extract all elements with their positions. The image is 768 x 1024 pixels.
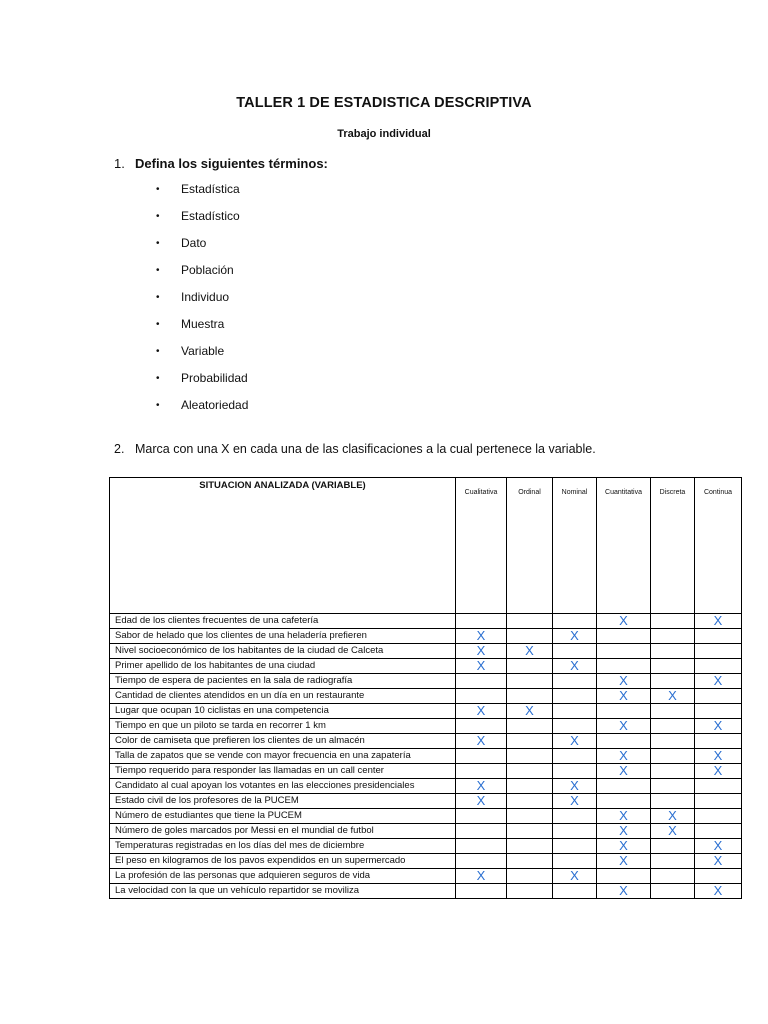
mark-cell: X (695, 719, 742, 734)
table-row (110, 824, 742, 839)
bullet-icon: • (156, 400, 160, 411)
mark-cell: X (456, 644, 507, 659)
page-subtitle: Trabajo individual (337, 128, 431, 140)
table-row (110, 869, 742, 884)
mark-cell (651, 764, 695, 779)
mark-cell (507, 854, 553, 869)
bullet-icon: • (156, 184, 160, 195)
mark-cell (507, 674, 553, 689)
mark-cell: X (553, 659, 597, 674)
table-row (110, 884, 742, 899)
mark-cell: X (553, 794, 597, 809)
mark-cell (507, 734, 553, 749)
term-item (156, 257, 248, 284)
mark-cell (456, 884, 507, 899)
situation-cell: Edad de los clientes frecuentes de una cafetería (110, 614, 456, 629)
term-label: Estadístico (181, 209, 240, 223)
mark-cell: X (456, 794, 507, 809)
mark-cell (507, 869, 553, 884)
mark-cell (651, 659, 695, 674)
table-row (110, 854, 742, 869)
bullet-icon: • (156, 292, 160, 303)
mark-cell (553, 854, 597, 869)
table-row (110, 614, 742, 629)
mark-cell: X (553, 779, 597, 794)
mark-cell: X (651, 824, 695, 839)
table-row (110, 809, 742, 824)
mark-cell (553, 614, 597, 629)
mark-cell (553, 764, 597, 779)
mark-cell (456, 749, 507, 764)
header-nominal: Nominal (553, 478, 597, 614)
mark-cell: X (553, 869, 597, 884)
mark-cell (456, 674, 507, 689)
mark-cell: X (597, 719, 651, 734)
situation-cell: Tiempo requerido para responder las llamadas en un call center (110, 764, 456, 779)
mark-cell: X (597, 884, 651, 899)
table-row (110, 689, 742, 704)
table-row (110, 764, 742, 779)
table-row (110, 644, 742, 659)
mark-cell (507, 779, 553, 794)
mark-cell (456, 854, 507, 869)
mark-cell (651, 734, 695, 749)
term-label: Aleatoriedad (181, 398, 249, 412)
mark-cell (651, 614, 695, 629)
mark-cell (651, 779, 695, 794)
term-label: Muestra (181, 317, 225, 331)
situation-cell: El peso en kilogramos de los pavos expendidos en un supermercado (110, 854, 456, 869)
table-row (110, 734, 742, 749)
mark-cell (553, 809, 597, 824)
mark-cell (695, 809, 742, 824)
mark-cell (695, 794, 742, 809)
mark-cell (507, 659, 553, 674)
mark-cell (651, 629, 695, 644)
situation-cell: Candidato al cual apoyan los votantes en las elecciones presidenciales (110, 779, 456, 794)
mark-cell: X (651, 809, 695, 824)
mark-cell: X (597, 749, 651, 764)
mark-cell (507, 614, 553, 629)
term-item (156, 365, 248, 392)
situation-cell: Tiempo de espera de pacientes en la sala de radiografía (110, 674, 456, 689)
mark-cell (507, 749, 553, 764)
situation-cell: Sabor de helado que los clientes de una heladería prefieren (110, 629, 456, 644)
table-row (110, 629, 742, 644)
table-header-row (110, 478, 742, 614)
situation-cell: Número de goles marcados por Messi en el mundial de futbol (110, 824, 456, 839)
mark-cell (507, 794, 553, 809)
situation-cell: Cantidad de clientes atendidos en un día en un restaurante (110, 689, 456, 704)
mark-cell (651, 854, 695, 869)
mark-cell: X (456, 734, 507, 749)
situation-cell: Primer apellido de los habitantes de una ciudad (110, 659, 456, 674)
mark-cell (553, 644, 597, 659)
term-item (156, 203, 248, 230)
mark-cell (553, 674, 597, 689)
bullet-icon: • (156, 238, 160, 249)
mark-cell (456, 824, 507, 839)
mark-cell: X (651, 689, 695, 704)
situation-cell: Estado civil de los profesores de la PUCEM (110, 794, 456, 809)
situation-cell: Temperaturas registradas en los días del mes de diciembre (110, 839, 456, 854)
mark-cell (507, 629, 553, 644)
mark-cell: X (695, 614, 742, 629)
mark-cell: X (456, 659, 507, 674)
term-label: Dato (181, 236, 207, 250)
mark-cell (597, 734, 651, 749)
mark-cell (507, 884, 553, 899)
mark-cell (695, 734, 742, 749)
bullet-icon: • (156, 265, 160, 276)
mark-cell: X (507, 644, 553, 659)
classification-table (109, 477, 742, 899)
mark-cell (553, 749, 597, 764)
mark-cell: X (597, 689, 651, 704)
mark-cell: X (597, 854, 651, 869)
mark-cell (597, 704, 651, 719)
question-1-number: 1. (114, 156, 125, 171)
term-item (156, 338, 248, 365)
term-item (156, 311, 248, 338)
mark-cell (456, 719, 507, 734)
table-body (110, 614, 742, 899)
situation-cell: Tiempo en que un piloto se tarda en recorrer 1 km (110, 719, 456, 734)
mark-cell (651, 749, 695, 764)
mark-cell (651, 704, 695, 719)
table-row (110, 704, 742, 719)
header-continua: Continua (695, 478, 742, 614)
mark-cell (651, 839, 695, 854)
bullet-icon: • (156, 211, 160, 222)
header-cualitativa: Cualitativa (456, 478, 507, 614)
situation-cell: Nivel socioeconómico de los habitantes de la ciudad de Calceta (110, 644, 456, 659)
mark-cell (507, 839, 553, 854)
table-row (110, 749, 742, 764)
mark-cell (651, 869, 695, 884)
mark-cell (597, 644, 651, 659)
situation-cell: Color de camiseta que prefieren los clientes de un almacén (110, 734, 456, 749)
mark-cell (695, 689, 742, 704)
question-2 (114, 442, 596, 456)
table-row (110, 659, 742, 674)
mark-cell: X (695, 884, 742, 899)
mark-cell (507, 689, 553, 704)
mark-cell (553, 884, 597, 899)
header-discreta: Discreta (651, 478, 695, 614)
header-ordinal: Ordinal (507, 478, 553, 614)
bullet-icon: • (156, 373, 160, 384)
table-row (110, 674, 742, 689)
term-item (156, 284, 248, 311)
question-2-text: Marca con una X en cada una de las clasificaciones a la cual pertenece la variable. (135, 442, 596, 456)
mark-cell: X (553, 734, 597, 749)
mark-cell (695, 644, 742, 659)
mark-cell (553, 704, 597, 719)
mark-cell: X (507, 704, 553, 719)
mark-cell: X (597, 674, 651, 689)
mark-cell (456, 764, 507, 779)
question-1-text: Defina los siguientes términos: (135, 156, 328, 171)
term-label: Variable (181, 344, 225, 358)
mark-cell (651, 674, 695, 689)
mark-cell (695, 779, 742, 794)
table-row (110, 794, 742, 809)
mark-cell (507, 764, 553, 779)
mark-cell (597, 794, 651, 809)
mark-cell: X (456, 629, 507, 644)
mark-cell (553, 824, 597, 839)
term-item (156, 176, 248, 203)
mark-cell: X (695, 674, 742, 689)
situation-cell: Número de estudiantes que tiene la PUCEM (110, 809, 456, 824)
situation-cell: Lugar que ocupan 10 ciclistas en una competencia (110, 704, 456, 719)
mark-cell (651, 719, 695, 734)
terms-list (156, 176, 248, 419)
mark-cell: X (597, 839, 651, 854)
mark-cell: X (695, 839, 742, 854)
term-label: Estadística (181, 182, 240, 196)
mark-cell: X (597, 809, 651, 824)
mark-cell: X (695, 854, 742, 869)
mark-cell (695, 824, 742, 839)
mark-cell (553, 719, 597, 734)
mark-cell (456, 614, 507, 629)
mark-cell (597, 629, 651, 644)
situation-cell: La profesión de las personas que adquieren seguros de vida (110, 869, 456, 884)
mark-cell (695, 704, 742, 719)
bullet-icon: • (156, 346, 160, 357)
mark-cell (695, 659, 742, 674)
mark-cell (695, 629, 742, 644)
term-label: Individuo (181, 290, 230, 304)
table-row (110, 779, 742, 794)
mark-cell: X (553, 629, 597, 644)
mark-cell (507, 809, 553, 824)
mark-cell (456, 809, 507, 824)
table-row (110, 719, 742, 734)
mark-cell: X (597, 824, 651, 839)
bullet-icon: • (156, 319, 160, 330)
table-row (110, 839, 742, 854)
term-item (156, 230, 248, 257)
header-situation: SITUACION ANALIZADA (VARIABLE) (110, 478, 456, 614)
mark-cell: X (456, 779, 507, 794)
mark-cell (507, 824, 553, 839)
mark-cell (553, 689, 597, 704)
mark-cell (507, 719, 553, 734)
mark-cell (651, 644, 695, 659)
header-cuantitativa: Cuantitativa (597, 478, 651, 614)
situation-cell: La velocidad con la que un vehículo repartidor se moviliza (110, 884, 456, 899)
mark-cell (597, 659, 651, 674)
mark-cell: X (456, 869, 507, 884)
mark-cell: X (456, 704, 507, 719)
mark-cell (651, 794, 695, 809)
mark-cell (597, 779, 651, 794)
term-item (156, 392, 248, 419)
situation-cell: Talla de zapatos que se vende con mayor frecuencia en una zapatería (110, 749, 456, 764)
question-1 (114, 156, 328, 171)
mark-cell: X (597, 614, 651, 629)
mark-cell: X (597, 764, 651, 779)
mark-cell (597, 869, 651, 884)
term-label: Probabilidad (181, 371, 248, 385)
mark-cell (553, 839, 597, 854)
mark-cell: X (695, 749, 742, 764)
mark-cell: X (695, 764, 742, 779)
page-title: TALLER 1 DE ESTADISTICA DESCRIPTIVA (236, 95, 532, 111)
question-2-number: 2. (114, 442, 125, 456)
term-label: Población (181, 263, 234, 277)
mark-cell (651, 884, 695, 899)
mark-cell (456, 839, 507, 854)
mark-cell (695, 869, 742, 884)
mark-cell (456, 689, 507, 704)
